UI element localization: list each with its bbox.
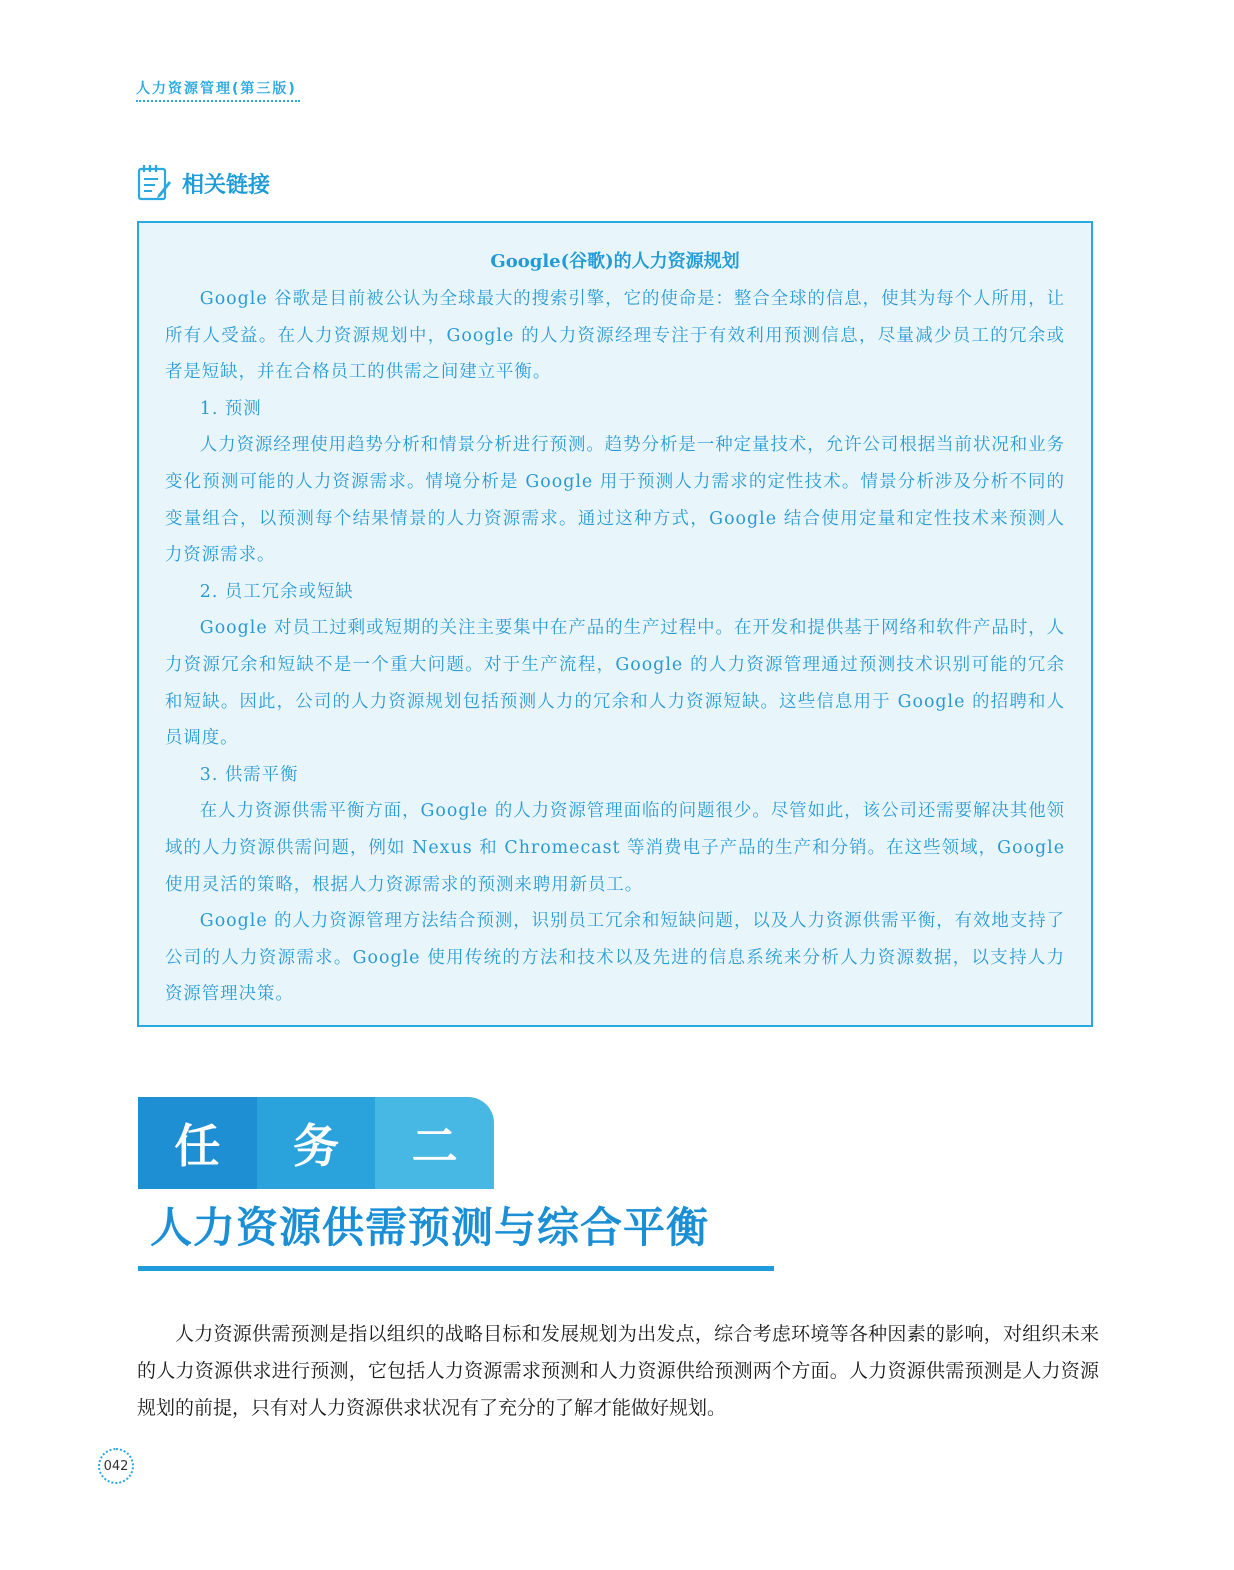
box-paragraph: 在人力资源供需平衡方面，Google 的人力资源管理面临的问题很少。尽管如此，该公司还需要解决其他领域的人力资源供需问题，例如 Nexus 和 Chromecast 等消费电子产品的生产和分销。在这些领域，Google 使用灵活的策略，根据人力资源需求的预测来聘用新员工。 [165, 801, 1065, 895]
related-link-box [137, 221, 1093, 1027]
running-title-rule [136, 100, 300, 102]
task-banner-char: 任 [138, 1097, 257, 1189]
task-banner [138, 1097, 494, 1189]
box-paragraph: 人力资源经理使用趋势分析和情景分析进行预测。趋势分析是一种定量技术，允许公司根据当前状况和业务变化预测可能的人力资源需求。情境分析是 Google 用于预测人力需求的定性技术。情景分析涉及分析不同的变量组合，以预测每个结果情景的人力资源需求。通过这种方式，Google 结合使用定量和定性技术来预测人力资源需求。 [165, 435, 1065, 566]
box-paragraph: Google 谷歌是目前被公认为全球最大的搜索引擎，它的使命是：整合全球的信息，使其为每个人所用，让所有人受益。在人力资源规划中，Google 的人力资源经理专注于有效利用预测信息，尽量减少员工的冗余或者是短缺，并在合格员工的供需之间建立平衡。 [165, 289, 1065, 383]
task-banner-char: 务 [257, 1097, 376, 1189]
page-number: 042 [98, 1448, 134, 1484]
notepad-pencil-icon [136, 163, 172, 203]
section-label-text: 相关链接 [182, 171, 271, 198]
box-paragraph: Google 的人力资源管理方法结合预测，识别员工冗余和短缺问题，以及人力资源供需平衡，有效地支持了公司的人力资源需求。Google 使用传统的方法和技术以及先进的信息系统来分析人力资源数据，以支持人力资源管理决策。 [165, 911, 1065, 1005]
intro-text [137, 1316, 1099, 1427]
task-title: 人力资源供需预测与综合平衡 [150, 1203, 710, 1252]
box-subheading: 3. 供需平衡 [199, 764, 299, 785]
task-banner-char: 二 [375, 1097, 494, 1189]
section-label [136, 163, 270, 203]
box-paragraph: Google 对员工过剩或短期的关注主要集中在产品的生产过程中。在开发和提供基于网络和软件产品时，人力资源冗余和短缺不是一个重大问题。对于生产流程，Google 的人力资源管理通过预测技术识别可能的冗余和短缺。因此，公司的人力资源规划包括预测人力的冗余和人力资源短缺。这些信息用于 Google 的招聘和人员调度。 [165, 618, 1065, 749]
task-title-underline [138, 1266, 774, 1271]
box-subheading: 1. 预测 [199, 398, 262, 419]
box-title: Google(谷歌)的人力资源规划 [490, 251, 740, 272]
running-title: 人力资源管理(第三版) [136, 81, 297, 97]
intro-paragraph: 人力资源供需预测是指以组织的战略目标和发展规划为出发点，综合考虑环境等各种因素的影响，对组织未来的人力资源供求进行预测，它包括人力资源需求预测和人力资源供给预测两个方面。人力资源供需预测是人力资源规划的前提，只有对人力资源供求状况有了充分的了解才能做好规划。 [137, 1323, 1099, 1419]
box-subheading: 2. 员工冗余或短缺 [199, 581, 354, 602]
